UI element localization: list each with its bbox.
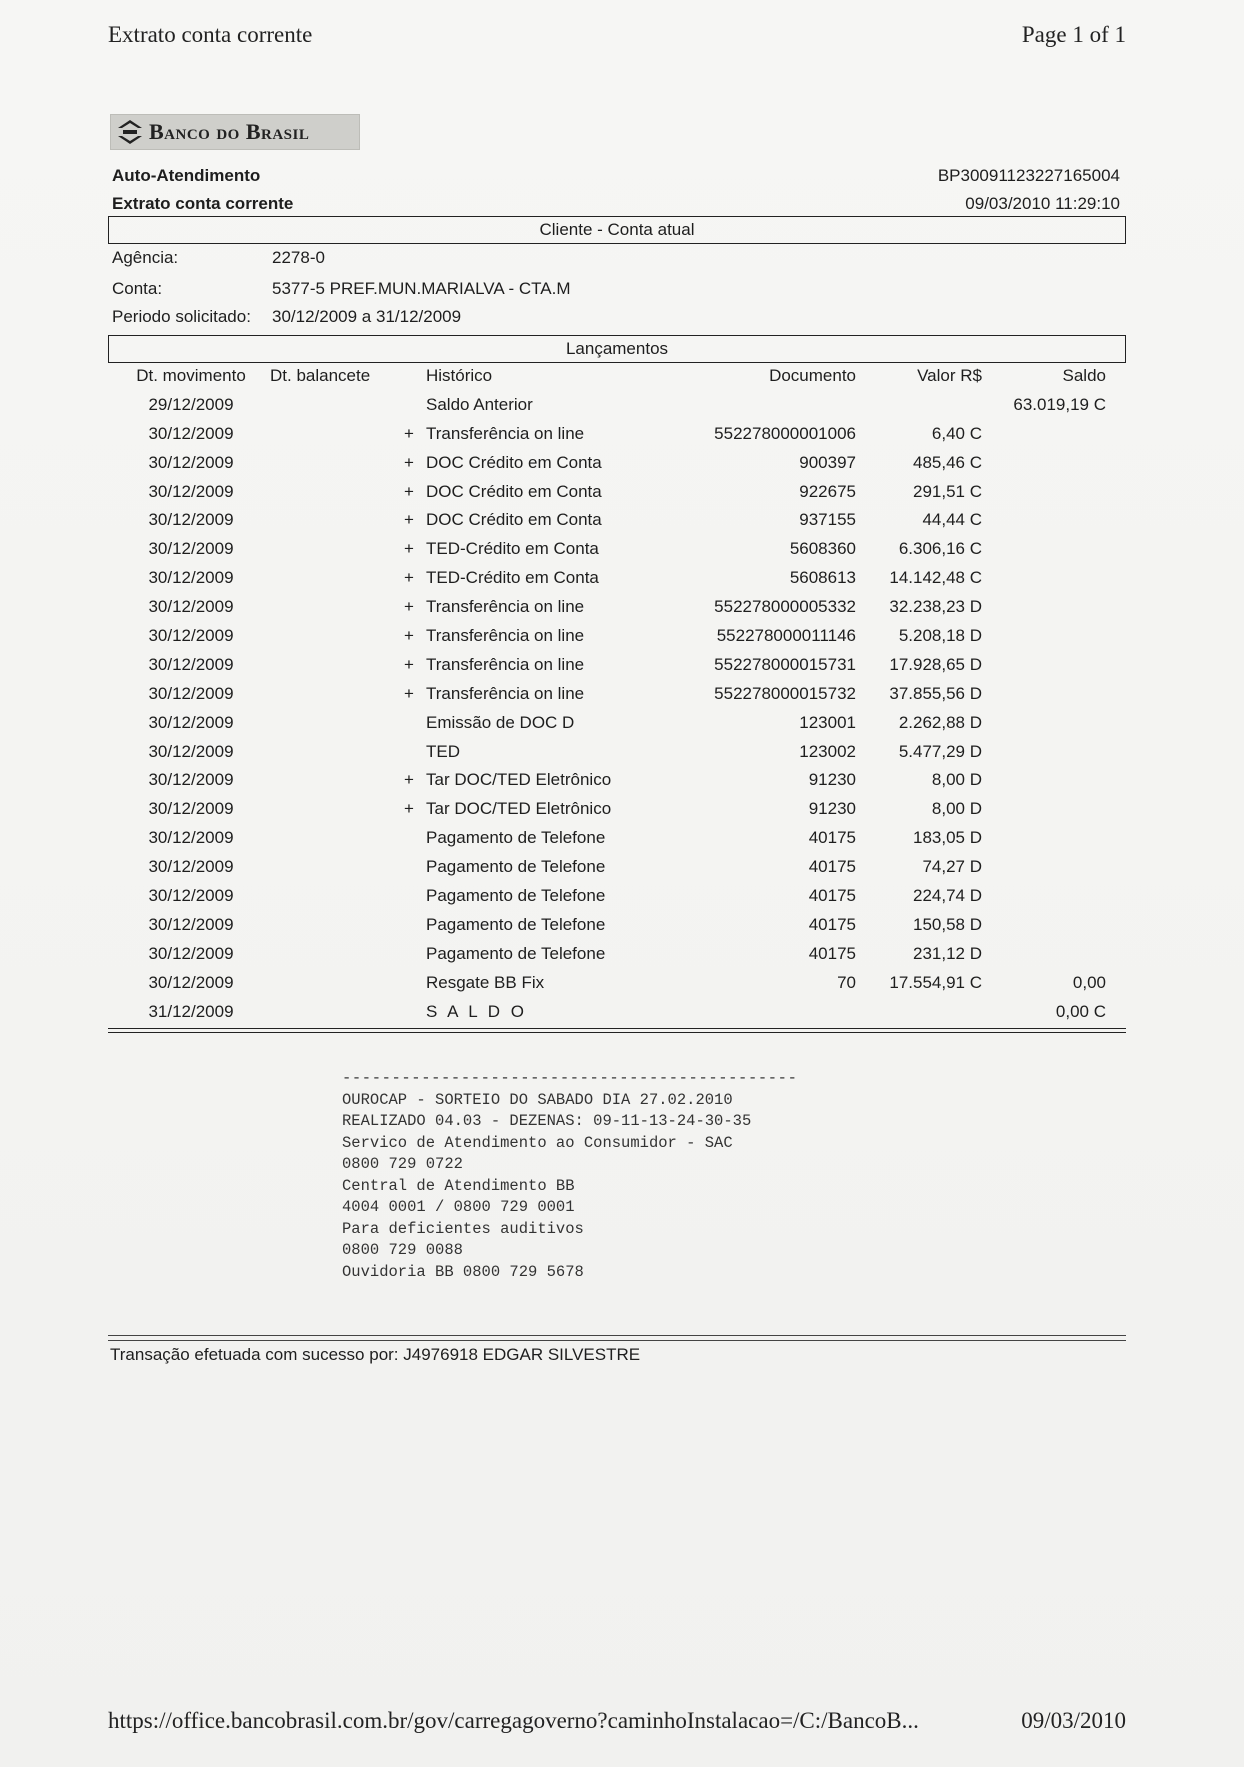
entry-plus-sign: +: [404, 568, 414, 588]
entry-date: 30/12/2009: [148, 654, 234, 674]
entry-valor: 150,58 D: [913, 914, 982, 934]
entry-plus-sign: +: [404, 539, 414, 559]
table-row: [108, 682, 1126, 711]
entry-documento: 552278000015731: [714, 654, 856, 674]
entry-historico: Emissão de DOC D: [426, 712, 575, 732]
bank-logo-icon: [117, 119, 143, 145]
entry-documento: 5608613: [789, 568, 856, 588]
entry-date: 30/12/2009: [148, 741, 234, 761]
periodo-label: Periodo solicitado:: [112, 307, 251, 326]
entry-documento: 91230: [808, 770, 856, 790]
footer-rule-double: [108, 1340, 1126, 1341]
table-header: [108, 364, 1126, 393]
table-row: [108, 1000, 1126, 1029]
entry-valor: 224,74 D: [913, 886, 982, 906]
entry-valor: 17.928,65 D: [889, 654, 982, 674]
entry-valor: 44,44 C: [922, 510, 982, 530]
entry-date: 30/12/2009: [148, 626, 234, 646]
entry-documento: 5608360: [789, 539, 856, 559]
entry-date: 30/12/2009: [148, 597, 234, 617]
agencia-value: 2278-0: [272, 248, 325, 267]
table-row: [108, 884, 1126, 913]
entry-historico: DOC Crédito em Conta: [426, 452, 602, 472]
entry-historico: TED-Crédito em Conta: [426, 539, 599, 559]
statement-header-left: [112, 162, 293, 218]
notice-line: Central de Atendimento BB: [342, 1176, 575, 1195]
table-row: [108, 393, 1126, 422]
entry-documento: 123001: [799, 712, 856, 732]
entry-valor: 74,27 D: [922, 857, 982, 877]
table-row: [108, 537, 1126, 566]
entry-date: 29/12/2009: [148, 394, 234, 414]
entry-documento: 40175: [808, 886, 856, 906]
entry-documento: 922675: [799, 481, 856, 501]
entry-date: 31/12/2009: [148, 1001, 234, 1021]
entry-valor: 5.477,29 D: [898, 741, 982, 761]
print-header: [108, 22, 1126, 52]
entry-date: 30/12/2009: [148, 799, 234, 819]
entries-body: [108, 393, 1126, 1029]
entries-section-title: Lançamentos: [108, 335, 1126, 363]
entry-valor: 183,05 D: [913, 828, 982, 848]
transaction-status: Transação efetuada com sucesso por: J4976918 EDGAR SILVESTRE: [110, 1345, 641, 1364]
entry-documento: 900397: [799, 452, 856, 472]
entry-date: 30/12/2009: [148, 828, 234, 848]
entry-date: 30/12/2009: [148, 712, 234, 732]
entry-documento: 40175: [808, 857, 856, 877]
statement-header-right: [938, 162, 1120, 218]
col-saldo: Saldo: [1062, 366, 1106, 385]
table-row: [108, 826, 1126, 855]
table-row: [108, 711, 1126, 740]
entry-valor: 2.262,88 D: [898, 712, 982, 732]
conta-label: Conta:: [112, 279, 163, 298]
client-section-title: Cliente - Conta atual: [108, 216, 1126, 244]
entry-historico: TED-Crédito em Conta: [426, 568, 599, 588]
entry-historico: Transferência on line: [426, 423, 585, 443]
page-url: https://office.bancobrasil.com.br/gov/carregagoverno?caminhoInstalacao=/C:/BancoB...: [108, 1708, 919, 1733]
periodo-value: 30/12/2009 a 31/12/2009: [272, 307, 462, 326]
entry-plus-sign: +: [404, 510, 414, 530]
entry-documento: 552278000001006: [714, 423, 856, 443]
entry-historico: Transferência on line: [426, 654, 585, 674]
footer-rule: [108, 1335, 1126, 1336]
table-end-rule: [108, 1028, 1126, 1029]
entry-saldo: 63.019,19 C: [1013, 394, 1106, 414]
entry-date: 30/12/2009: [148, 568, 234, 588]
entry-valor: 17.554,91 C: [889, 972, 982, 992]
entry-date: 30/12/2009: [148, 481, 234, 501]
bank-logo-text: Banco do Brasil: [149, 119, 310, 144]
table-row: [108, 971, 1126, 1000]
entry-plus-sign: +: [404, 683, 414, 703]
print-date: 09/03/2010: [1021, 1708, 1126, 1733]
entry-historico: Pagamento de Telefone: [426, 914, 606, 934]
entry-plus-sign: +: [404, 770, 414, 790]
print-title: Extrato conta corrente: [108, 22, 313, 47]
table-row: [108, 653, 1126, 682]
entry-documento: 40175: [808, 914, 856, 934]
entry-valor: 37.855,56 D: [889, 683, 982, 703]
entry-historico: Transferência on line: [426, 597, 585, 617]
notice-line: Ouvidoria BB 0800 729 5678: [342, 1262, 584, 1281]
col-valor: Valor R$: [917, 366, 982, 385]
entry-plus-sign: +: [404, 452, 414, 472]
statement-datetime: 09/03/2010 11:29:10: [965, 194, 1120, 213]
entry-valor: 14.142,48 C: [889, 568, 982, 588]
entry-documento: 552278000015732: [714, 683, 856, 703]
entry-valor: 485,46 C: [913, 452, 982, 472]
table-row: [108, 624, 1126, 653]
entry-historico: Pagamento de Telefone: [426, 943, 606, 963]
entries-table: [108, 364, 1126, 1028]
entry-date: 30/12/2009: [148, 886, 234, 906]
entry-valor: 8,00 D: [931, 770, 982, 790]
entry-valor: 291,51 C: [913, 481, 982, 501]
entry-historico: DOC Crédito em Conta: [426, 510, 602, 530]
bank-logo: [110, 114, 360, 150]
entry-date: 30/12/2009: [148, 423, 234, 443]
col-historico: Histórico: [426, 366, 493, 385]
table-row: [108, 913, 1126, 942]
col-documento: Documento: [769, 366, 856, 385]
table-row: [108, 422, 1126, 451]
entry-historico: DOC Crédito em Conta: [426, 481, 602, 501]
entry-documento: 40175: [808, 943, 856, 963]
page-number: Page 1 of 1: [1021, 22, 1126, 47]
table-row: [108, 768, 1126, 797]
notice-line: 0800 729 0722: [342, 1155, 463, 1173]
table-row: [108, 740, 1126, 769]
table-row: [108, 451, 1126, 480]
conta-value: 5377-5 PREF.MUN.MARIALVA - CTA.M: [272, 279, 571, 298]
entry-date: 30/12/2009: [148, 510, 234, 530]
agencia-label: Agência:: [112, 248, 179, 267]
entry-historico: Transferência on line: [426, 683, 585, 703]
entry-documento: 40175: [808, 828, 856, 848]
entry-saldo: 0,00 C: [1055, 1001, 1106, 1021]
entry-historico: S A L D O: [426, 1001, 528, 1021]
table-end-rule-double: [108, 1032, 1126, 1033]
notice-line: 0800 729 0088: [342, 1241, 463, 1259]
table-row: [108, 508, 1126, 537]
entry-date: 30/12/2009: [148, 857, 234, 877]
entry-documento: 552278000011146: [716, 626, 856, 646]
notice-line: REALIZADO 04.03 - DEZENAS: 09-11-13-24-30-35: [342, 1112, 752, 1130]
entry-valor: 5.208,18 D: [898, 626, 982, 646]
entry-historico: Transferência on line: [426, 626, 585, 646]
notice-separator: ----------------------------------------------: [342, 1069, 798, 1087]
protocol-number: BP30091123227165004: [937, 166, 1120, 185]
table-row: [108, 566, 1126, 595]
table-row: [108, 797, 1126, 826]
channel-label: Auto-Atendimento: [112, 166, 261, 185]
entry-plus-sign: +: [404, 799, 414, 819]
statement-title: Extrato conta corrente: [112, 194, 294, 213]
col-dt-movimento: Dt. movimento: [136, 366, 246, 385]
table-row: [108, 942, 1126, 971]
entry-plus-sign: +: [404, 481, 414, 501]
notice-lines: [342, 1090, 797, 1284]
notice-line: OUROCAP - SORTEIO DO SABADO DIA 27.02.2010: [342, 1090, 733, 1109]
notice-line: Servico de Atendimento ao Consumidor - SAC: [342, 1133, 733, 1152]
entry-documento: 91230: [808, 799, 856, 819]
col-dt-balancete: Dt. balancete: [270, 366, 371, 385]
entry-saldo: 0,00: [1072, 972, 1106, 992]
entry-historico: Pagamento de Telefone: [426, 828, 606, 848]
table-row: [108, 595, 1126, 624]
entry-plus-sign: +: [404, 654, 414, 674]
entry-historico: Pagamento de Telefone: [426, 886, 606, 906]
entry-valor: 231,12 D: [913, 943, 982, 963]
entry-date: 30/12/2009: [148, 452, 234, 472]
entry-plus-sign: +: [404, 423, 414, 443]
entry-plus-sign: +: [404, 597, 414, 617]
entry-valor: 6,40 C: [931, 423, 982, 443]
notice-line: 4004 0001 / 0800 729 0001: [342, 1198, 575, 1216]
entry-date: 30/12/2009: [148, 770, 234, 790]
notice-line: Para deficientes auditivos: [342, 1219, 584, 1238]
entry-documento: 70: [837, 972, 856, 992]
entry-historico: Tar DOC/TED Eletrônico: [426, 770, 612, 790]
notice-block: [342, 1068, 797, 1283]
entry-documento: 123002: [799, 741, 856, 761]
entry-historico: Resgate BB Fix: [426, 972, 545, 992]
entry-historico: Saldo Anterior: [426, 394, 533, 414]
entry-valor: 32.238,23 D: [889, 597, 982, 617]
entry-valor: 6.306,16 C: [898, 539, 982, 559]
entry-documento: 552278000005332: [714, 597, 856, 617]
entry-plus-sign: +: [404, 626, 414, 646]
entry-date: 30/12/2009: [148, 683, 234, 703]
entry-date: 30/12/2009: [148, 914, 234, 934]
entry-date: 30/12/2009: [148, 539, 234, 559]
entry-date: 30/12/2009: [148, 943, 234, 963]
entry-historico: TED: [426, 741, 460, 761]
entry-valor: 8,00 D: [931, 799, 982, 819]
entry-documento: 937155: [799, 510, 856, 530]
entry-date: 30/12/2009: [148, 972, 234, 992]
table-row: [108, 855, 1126, 884]
entry-historico: Pagamento de Telefone: [426, 857, 606, 877]
table-row: [108, 480, 1126, 509]
entry-historico: Tar DOC/TED Eletrônico: [426, 799, 612, 819]
